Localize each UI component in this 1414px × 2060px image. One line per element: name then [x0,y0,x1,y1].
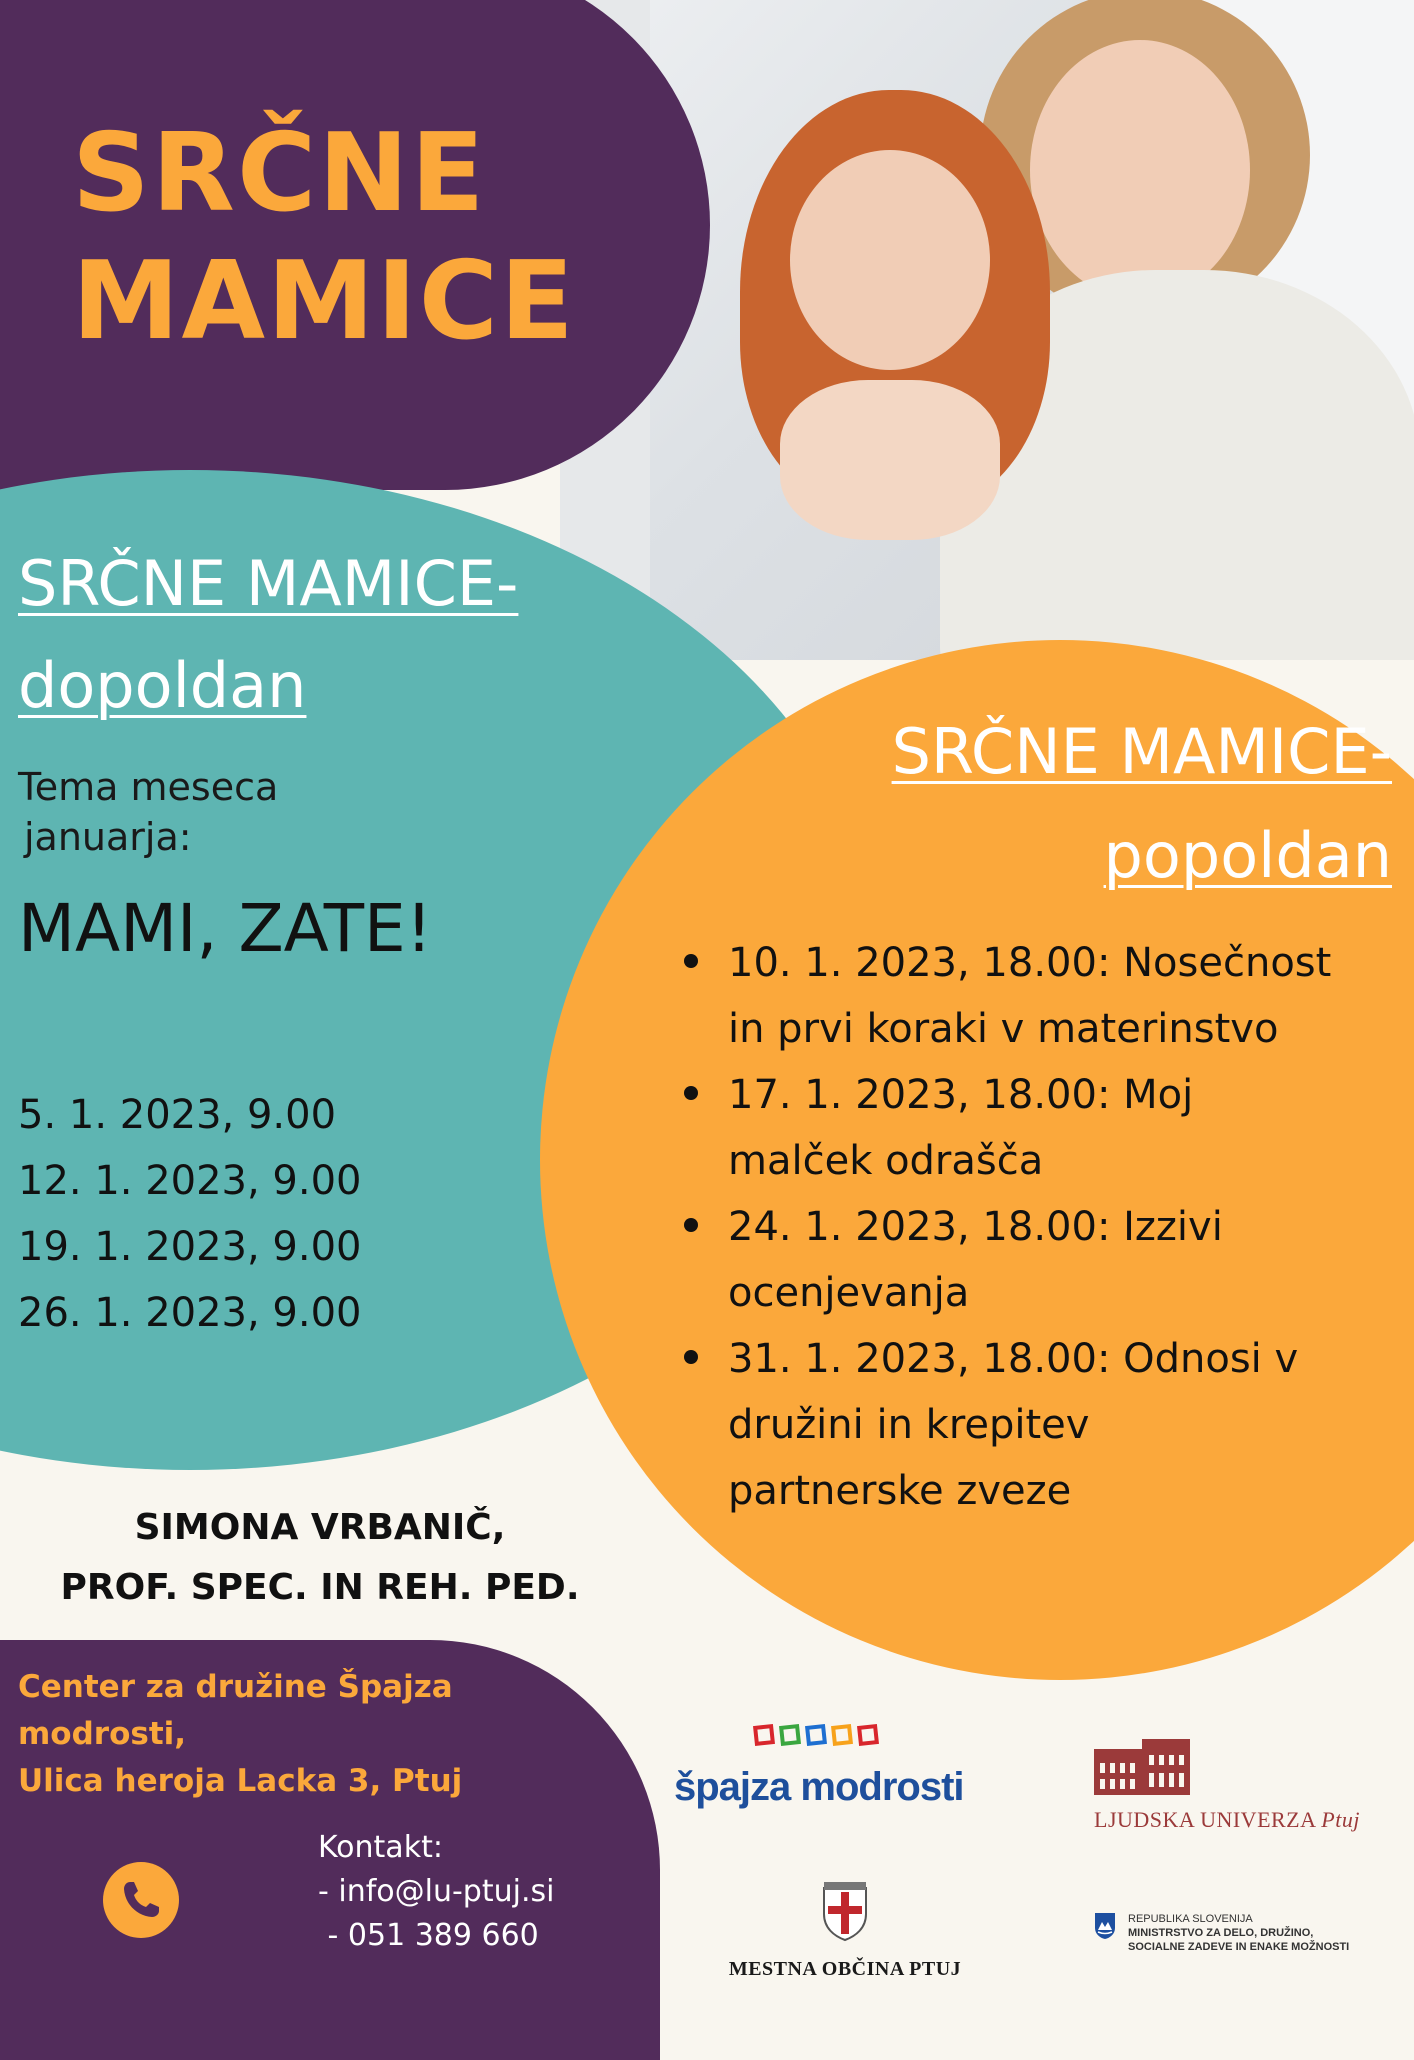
lu-text-city: Ptuj [1321,1807,1360,1832]
ministry-line: SOCIALNE ZADEVE IN ENAKE MOŽNOSTI [1128,1941,1350,1953]
speaker-title: PROF. SPEC. IN REH. PED. [60,1567,580,1608]
ministry-text [1128,1912,1349,1954]
afternoon-heading-line1: SRČNE MAMICE- [891,715,1392,788]
event-line: 10. 1. 2023, 18.00: Nosečnost [728,940,1332,986]
morning-heading-line2: dopoldan [18,649,307,722]
spajza-squares-icon [754,1725,994,1745]
address-line: Center za družine Špajza [18,1669,453,1705]
bullet-icon [684,954,698,968]
building-icon [1094,1735,1194,1795]
slovenia-crest-icon [1094,1912,1116,1940]
event-line: partnerske zveze [728,1468,1072,1514]
ljudska-univerza-text [1094,1807,1414,1833]
coat-of-arms-icon [820,1880,870,1942]
contact-label: Kontakt: [318,1830,443,1865]
morning-date: 5. 1. 2023, 9.00 [18,1092,337,1138]
topic-label [18,762,278,862]
topic-label-line2: januarja: [24,815,192,859]
speaker [0,1498,640,1618]
morning-heading [18,533,518,737]
spajza-logo-text: špajza modrosti [674,1765,964,1809]
contact-phone[interactable]: - 051 389 660 [318,1918,539,1953]
morning-date: 12. 1. 2023, 9.00 [18,1158,362,1204]
ministry-line: REPUBLIKA SLOVENIJA [1128,1913,1253,1925]
event-line: malček odrašča [728,1138,1044,1184]
event-line: 17. 1. 2023, 18.00: Moj [728,1072,1194,1118]
bullet-icon [684,1218,698,1232]
event-item [680,930,1400,1062]
main-title [72,110,672,366]
event-item [680,1194,1400,1326]
mestna-obcina-text: MESTNA OBČINA PTUJ [728,1958,962,1980]
event-line: 24. 1. 2023, 18.00: Izzivi [728,1204,1223,1250]
bullet-icon [684,1350,698,1364]
afternoon-heading-line2: popoldan [1103,819,1392,892]
ljudska-univerza-logo [1094,1735,1414,1833]
event-line: družini in krepitev [728,1402,1090,1448]
contact-email[interactable]: - info@lu-ptuj.si [318,1874,555,1909]
address-line: modrosti, [18,1716,187,1752]
address-line: Ulica heroja Lacka 3, Ptuj [18,1763,463,1799]
phone-icon [103,1862,179,1938]
speaker-name: SIMONA VRBANIČ, [134,1507,506,1548]
main-title-line1: SRČNE [72,111,487,236]
address [18,1664,462,1805]
topic-label-line1: Tema meseca [18,765,279,809]
event-item [680,1326,1400,1524]
topic-title: MAMI, ZATE! [18,890,433,967]
main-title-line2: MAMICE [72,239,576,364]
morning-date: 26. 1. 2023, 9.00 [18,1290,362,1336]
afternoon-heading [892,700,1392,908]
event-line: 31. 1. 2023, 18.00: Odnosi v [728,1336,1299,1382]
morning-date: 19. 1. 2023, 9.00 [18,1224,362,1270]
event-line: ocenjevanja [728,1270,970,1316]
ministry-line: MINISTRSTVO ZA DELO, DRUŽINO, [1128,1927,1314,1939]
spajza-logo [674,1725,994,1810]
bullet-icon [684,1086,698,1100]
afternoon-events [680,930,1400,1524]
ministry-logo [1094,1912,1414,1954]
morning-heading-line1: SRČNE MAMICE- [18,547,519,620]
event-item [680,1062,1400,1194]
morning-dates [18,1082,362,1346]
contact [318,1826,554,1958]
lu-text-rest: UNIVERZA [1194,1807,1322,1832]
event-line: in prvi koraki v materinstvo [728,1006,1279,1052]
lu-text-bold: LJUDSKA [1094,1807,1195,1832]
mestna-obcina-logo [720,1880,970,1981]
